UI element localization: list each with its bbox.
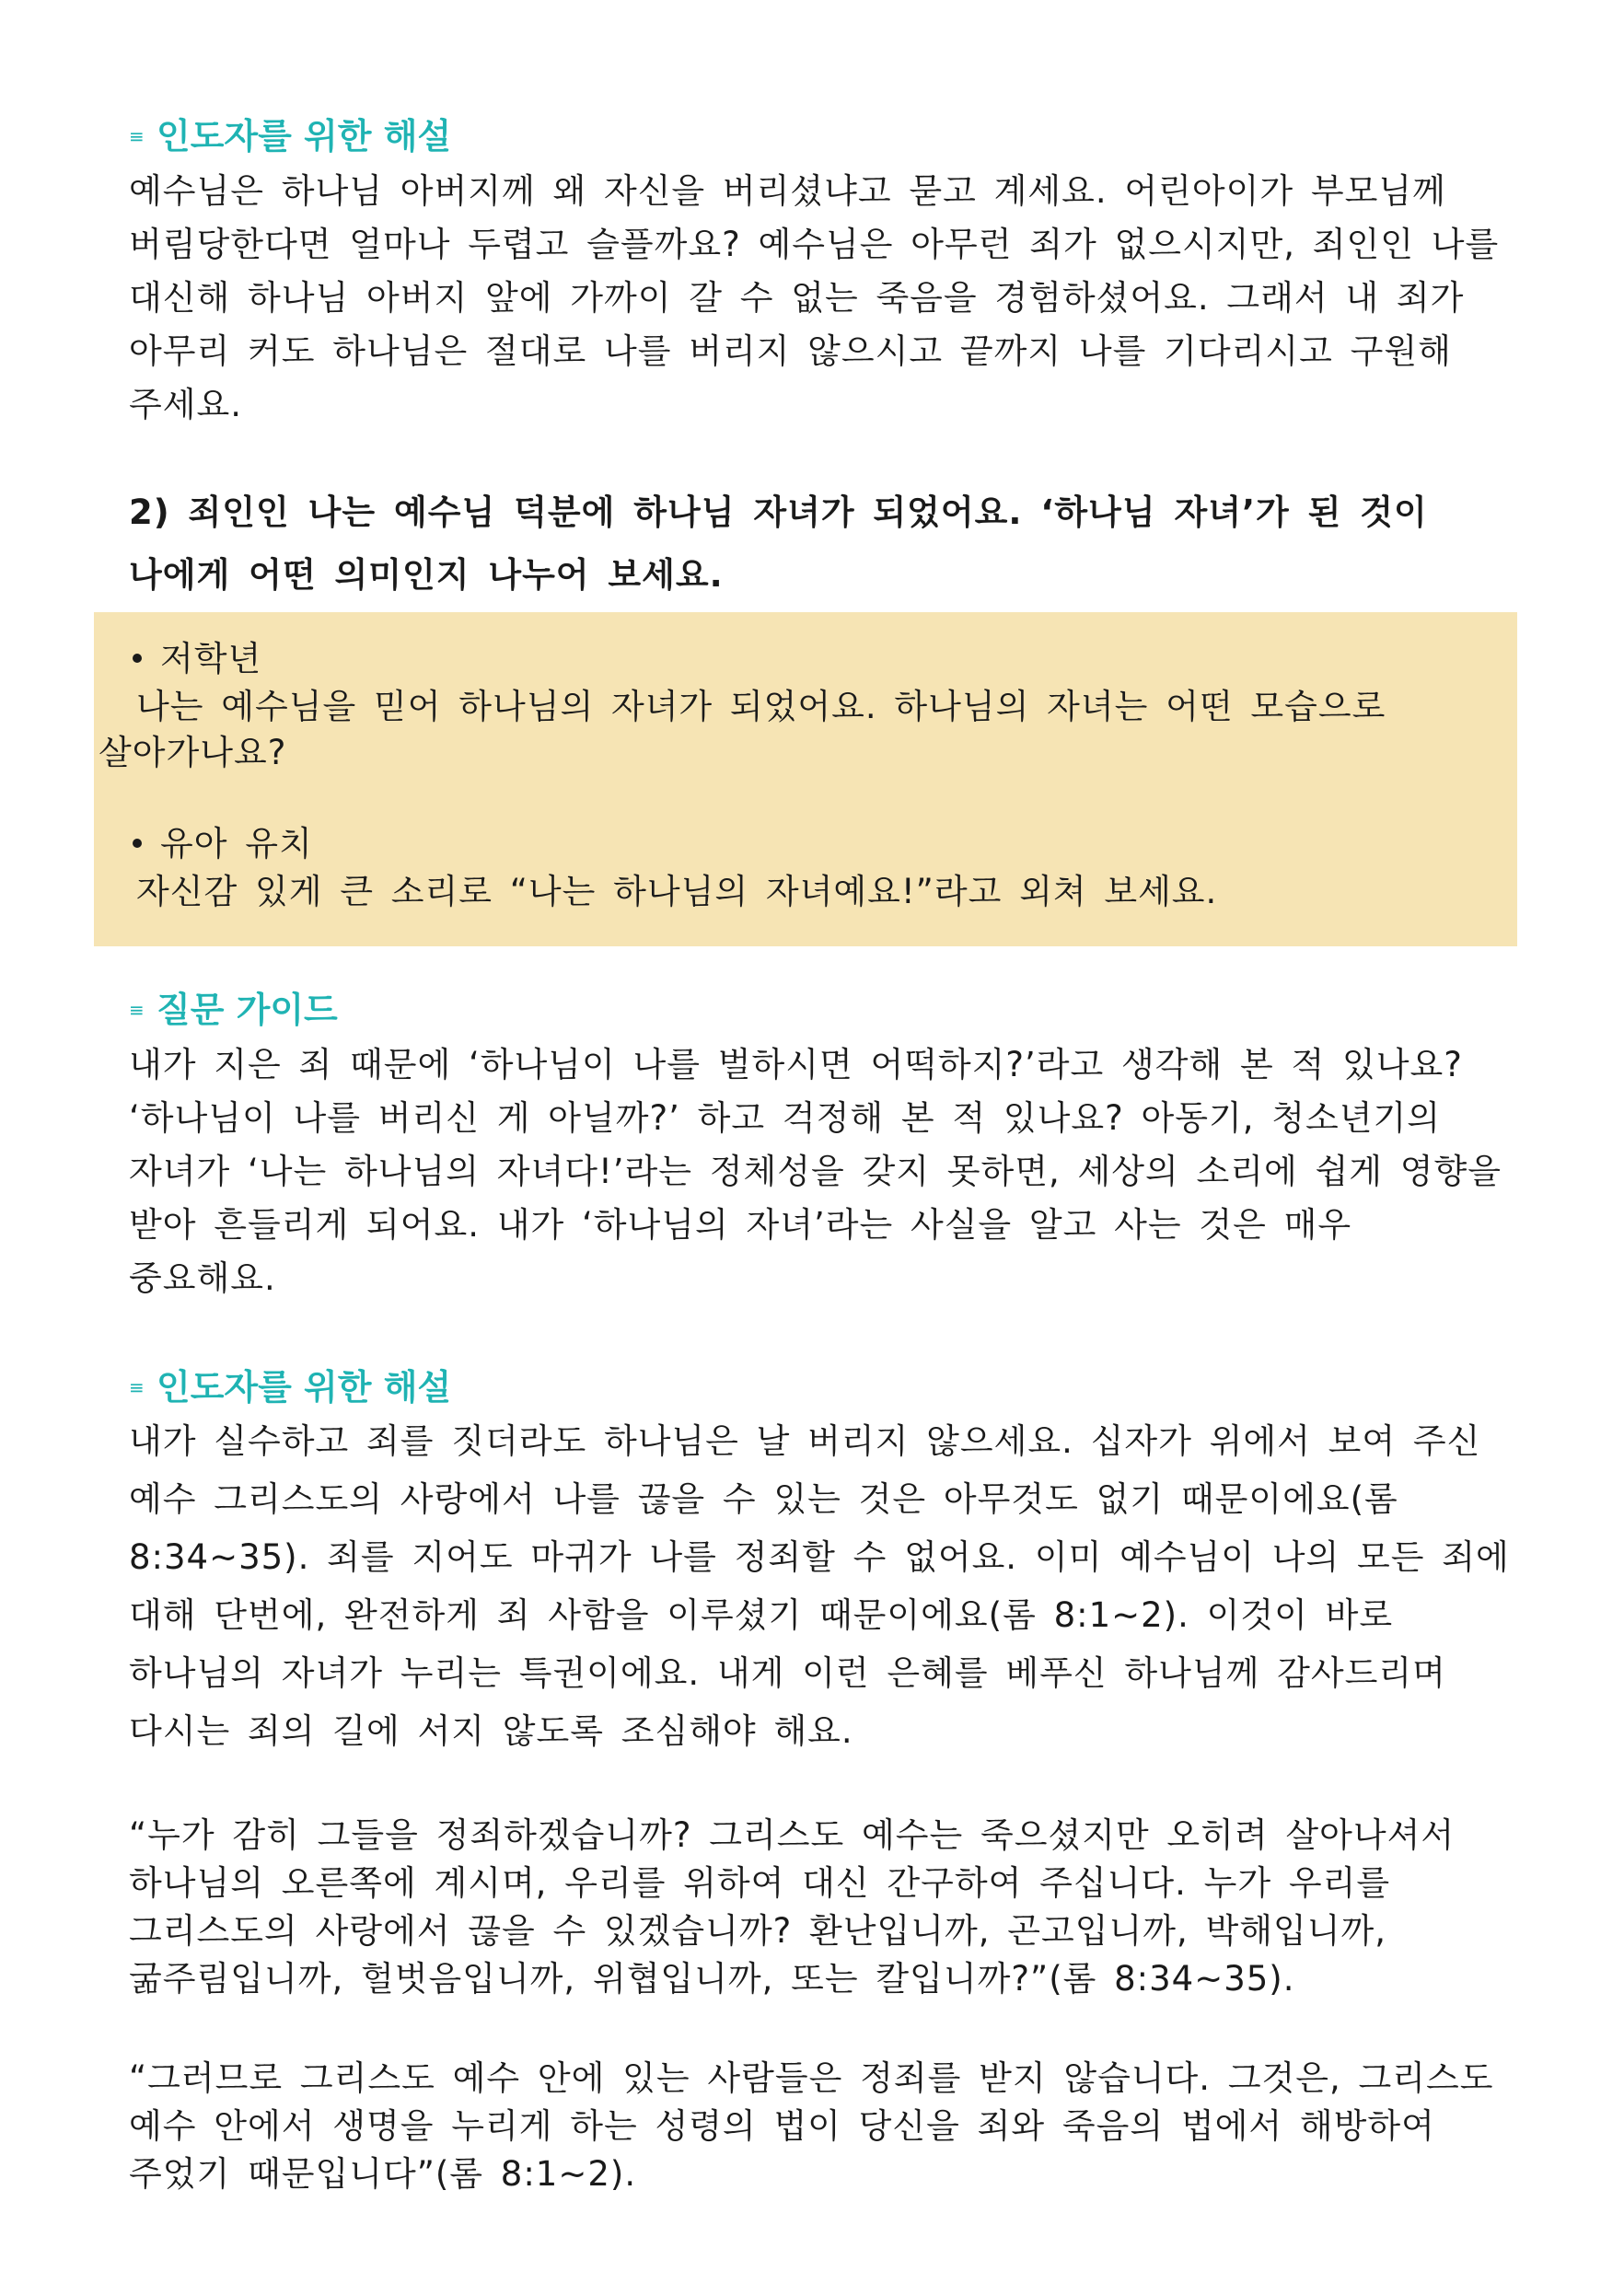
text-line: 대신해 하나님 아버지 앞에 가까이 갈 수 없는 죽음을 경험하셨어요. 그래서 내 죄가 <box>129 278 1465 318</box>
text-line: 아무리 커도 하나님은 절대로 나를 버리지 않으시고 끝까지 나를 기다리시고 구원해 <box>129 331 1452 371</box>
text-line: 자녀가 ‘나는 하나님의 자녀다!’라는 정체성을 갖지 못하면, 세상의 소리에 쉽게 영향을 <box>129 1152 1502 1191</box>
section-heading <box>129 111 1547 161</box>
list-marker-icon: ≡ <box>129 999 145 1021</box>
text-line: 하나님의 자녀가 누리는 특권이에요. 내게 이런 은혜를 베푸신 하나님께 감사드리며 <box>129 1653 1446 1693</box>
text-line: 하나님의 오른쪽에 계시며, 우리를 위하여 대신 간구하여 주십니다. 누가 우리를 <box>129 1863 1391 1903</box>
section-heading-text: 인도자를 위한 해설 <box>157 1367 452 1408</box>
section-question-guide <box>129 985 1547 1305</box>
text-line: 예수 그리스도의 사랑에서 나를 끊을 수 있는 것은 아무것도 없기 때문이에요(롬 <box>129 1479 1398 1519</box>
text-line: “누가 감히 그들을 정죄하겠습니까? 그리스도 예수는 죽으셨지만 오히려 살아나셔서 <box>129 1815 1456 1855</box>
text-line: 나는 예수님을 믿어 하나님의 자녀가 되었어요. 하나님의 자녀는 어떤 모습으로 <box>136 687 1386 726</box>
discussion-question-2 <box>129 481 1547 607</box>
age-group-lower-grades-title: 저학년 <box>133 635 261 683</box>
question-text <box>129 481 1547 607</box>
age-group-callout <box>94 612 1517 946</box>
text-line: 예수님은 하나님 아버지께 왜 자신을 버리셨냐고 묻고 계세요. 어린아이가 부모님께 <box>129 171 1446 211</box>
text-line: 중요해요. <box>129 1258 276 1298</box>
text-line: 자신감 있게 큰 소리로 “나는 하나님의 자녀예요!”라고 외쳐 보세요. <box>136 872 1218 911</box>
quote-body <box>129 1812 1547 2003</box>
section-body <box>129 1412 1547 1760</box>
text-line: 예수 안에서 생명을 누리게 하는 성령의 법이 당신을 죄와 죽음의 법에서 해방하여 <box>129 2106 1435 2146</box>
quote-body <box>129 2055 1547 2198</box>
text-line: 내가 실수하고 죄를 짓더라도 하나님은 날 버리지 않으세요. 십자가 위에서 보여 주신 <box>129 1421 1481 1461</box>
text-line: 대해 단번에, 완전하게 죄 사함을 이루셨기 때문이에요(롬 8:1~2). 이것이 바로 <box>129 1595 1394 1635</box>
section-heading <box>129 1362 1547 1412</box>
text-line: 버림당한다면 얼마나 두렵고 슬플까요? 예수님은 아무런 죄가 없으시지만, 죄인인 나를 <box>129 225 1500 264</box>
section-heading-text: 인도자를 위한 해설 <box>157 116 452 156</box>
list-marker-icon: ≡ <box>129 125 145 147</box>
text-line: 다시는 죄의 길에 서지 않도록 조심해야 해요. <box>129 1711 853 1751</box>
text-line: ‘하나님이 나를 버리신 게 아닐까?’ 하고 걱정해 본 적 있나요? 아동기, 청소년기의 <box>129 1098 1441 1138</box>
text-line: “그러므로 그리스도 예수 안에 있는 사람들은 정죄를 받지 않습니다. 그것은, 그리스도 <box>129 2058 1494 2098</box>
scripture-quote-romans-8-1 <box>129 2055 1547 2198</box>
text-line: 2) 죄인인 나는 예수님 덕분에 하나님 자녀가 되었어요. ‘하나님 자녀’가 된 것이 <box>129 493 1428 532</box>
section-heading <box>129 985 1547 1035</box>
text-line: 받아 흔들리게 되어요. 내가 ‘하나님의 자녀’라는 사실을 알고 사는 것은 매우 <box>129 1205 1352 1245</box>
text-line: 주세요. <box>129 385 242 424</box>
text-line: 살아가나요? <box>99 733 287 772</box>
section-guide-commentary-2 <box>129 1362 1547 1760</box>
section-heading-text: 질문 가이드 <box>157 990 338 1030</box>
age-group-preschool-title: 유아 유치 <box>133 820 313 868</box>
text-line: 그리스도의 사랑에서 끊을 수 있겠습니까? 환난입니까, 곤고입니까, 박해입니까, <box>129 1911 1386 1951</box>
text-line: 8:34~35). 죄를 지어도 마귀가 나를 정죄할 수 없어요. 이미 예수님이 나의 모든 죄에 <box>129 1537 1510 1577</box>
text-line: 주었기 때문입니다”(롬 8:1~2). <box>129 2154 637 2194</box>
section-body <box>129 165 1547 432</box>
section-guide-commentary-1 <box>129 111 1547 432</box>
bullet-icon <box>133 654 142 663</box>
section-body <box>129 1038 1547 1305</box>
text-line: 나에게 어떤 의미인지 나누어 보세요. <box>129 555 724 595</box>
text-line: 굶주림입니까, 헐벗음입니까, 위협입니까, 또는 칼입니까?”(롬 8:34~35). <box>129 1959 1295 1999</box>
bullet-icon <box>133 839 142 848</box>
scripture-quote-romans-8-34 <box>129 1812 1547 2003</box>
text-line: 내가 지은 죄 때문에 ‘하나님이 나를 벌하시면 어떡하지?’라고 생각해 본 적 있나요? <box>129 1045 1463 1084</box>
list-marker-icon: ≡ <box>129 1376 145 1398</box>
